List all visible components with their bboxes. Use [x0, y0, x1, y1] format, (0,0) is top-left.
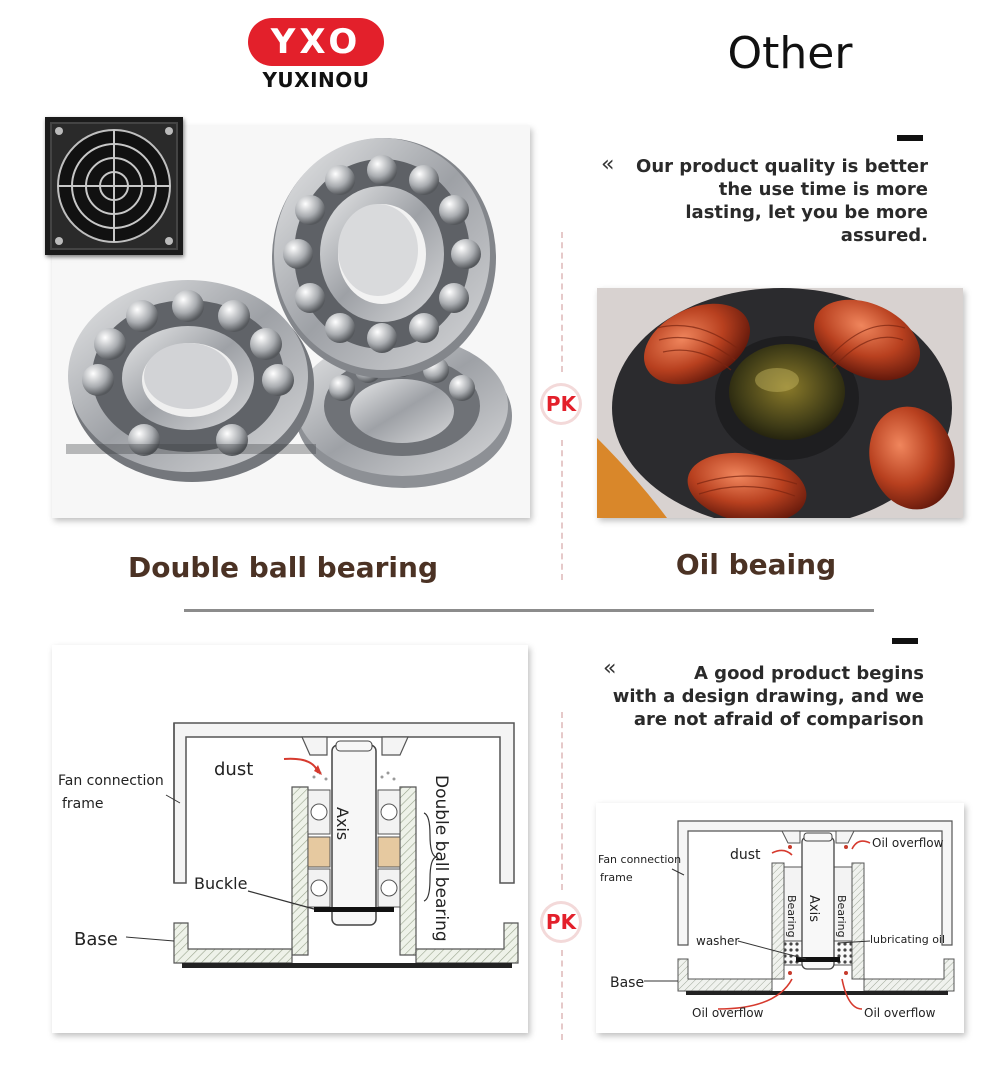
bearing-cross-section-svg	[52, 645, 528, 1033]
lubricating-oil-label: lubricating oil	[870, 933, 946, 946]
pk-divider-line	[561, 950, 563, 1040]
fan-inset-photo	[45, 117, 183, 255]
section1-dash	[897, 135, 923, 141]
pk-badge: PK	[543, 904, 579, 940]
double-ball-bearing-diagram	[52, 645, 528, 1033]
fan-connection-label: Fan connection	[58, 773, 164, 789]
pk-badge: PK	[543, 386, 579, 422]
motor-stator-illustration	[597, 288, 963, 518]
quote-line: lasting, let you be more	[685, 202, 928, 223]
frame-label: frame	[600, 871, 633, 884]
section2-dash	[892, 638, 918, 644]
quote-line: are not afraid of comparison	[633, 709, 924, 730]
quote-line: the use time is more	[718, 179, 928, 200]
dust-label: dust	[730, 847, 761, 863]
section-divider	[184, 609, 874, 612]
axis-label: Axis	[333, 807, 352, 841]
base-label: Base	[610, 975, 645, 991]
bearing-left-label: Bearing	[785, 895, 798, 938]
oil-overflow-top-label: Oil overflow	[872, 836, 944, 850]
oil-bearing-cross-section-svg	[596, 803, 964, 1033]
oil-overflow-right-label: Oil overflow	[864, 1006, 936, 1020]
washer-label: washer	[696, 934, 740, 948]
brand-name: YUXINOU	[262, 68, 370, 92]
base-label: Base	[74, 929, 118, 950]
pk-divider-line	[561, 232, 563, 372]
pk-divider-line	[561, 440, 563, 580]
quote-line: assured.	[840, 225, 928, 246]
fan-icon	[45, 117, 183, 255]
oil-bearing-diagram	[596, 803, 964, 1033]
double-ball-bearing-caption: Double ball bearing	[128, 551, 438, 584]
dust-label: dust	[214, 759, 254, 780]
quote-line: A good product begins	[693, 663, 924, 684]
quote-line: with a design drawing, and we	[612, 686, 924, 707]
fan-connection-label: Fan connection	[598, 853, 682, 866]
other-title: Other	[727, 28, 853, 79]
double-ball-bearing-label: Double ball bearing	[431, 775, 451, 942]
section1-quote	[620, 155, 928, 247]
buckle-label: Buckle	[194, 874, 248, 893]
oil-bearing-caption: Oil beaing	[675, 548, 837, 581]
frame-label: frame	[62, 796, 104, 812]
brand-logo-letters: YXO	[270, 22, 362, 62]
bearing-right-label: Bearing	[835, 895, 848, 938]
double-chevron-left-icon: «	[603, 656, 617, 681]
oil-overflow-left-label: Oil overflow	[692, 1006, 764, 1020]
oil-bearing-photo	[597, 288, 963, 518]
pk-divider-line	[561, 712, 563, 890]
section2-quote	[600, 662, 924, 731]
axis-label: Axis	[806, 895, 821, 922]
quote-line: Our product quality is better	[636, 156, 928, 177]
double-chevron-left-icon: «	[601, 152, 615, 177]
